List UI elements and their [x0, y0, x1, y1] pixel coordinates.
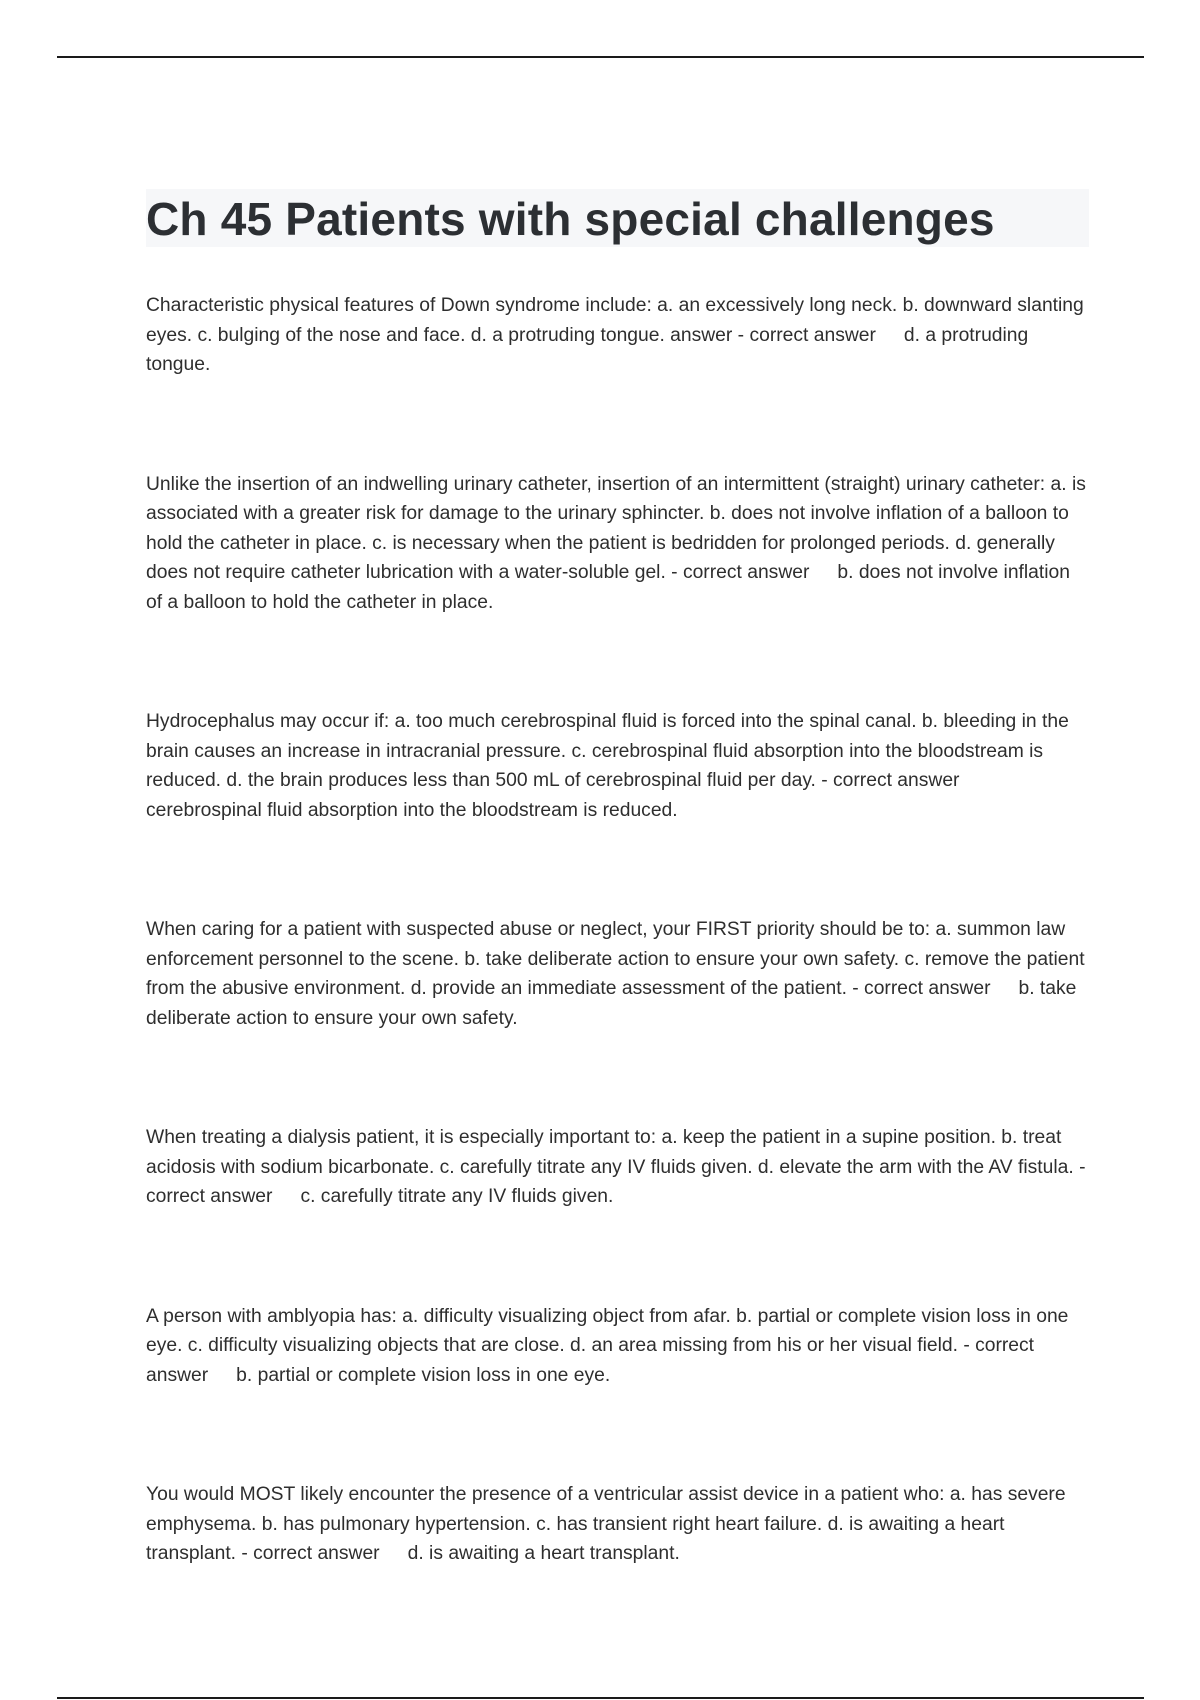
question-text: Characteristic physical features of Down syndrome include: a. an excessively long neck. b. downward slanting eyes. c. bulging of the nose and face. d. a protruding tongue. answer - correct answer	[146, 295, 1084, 346]
answer-text: b. partial or complete vision loss in one eye.	[236, 1364, 611, 1386]
bottom-divider	[57, 1697, 1144, 1699]
answer-text: cerebrospinal fluid absorption into the bloodstream is reduced.	[146, 799, 678, 821]
page-title: Ch 45 Patients with special challenges	[146, 193, 995, 245]
qa-entry-6	[146, 1302, 1091, 1391]
answer-text: c. carefully titrate any IV fluids given.	[300, 1186, 614, 1207]
answer-text: d. a protruding tongue.	[146, 324, 1029, 375]
answer-text: d. is awaiting a heart transplant.	[407, 1543, 680, 1564]
qa-entry-2	[146, 470, 1091, 618]
answer-text: b. take deliberate action to ensure your own safety.	[146, 978, 1077, 1029]
qa-entry-5	[146, 1123, 1091, 1212]
answer-text: b. does not involve inflation of a balloon to hold the catheter in place.	[146, 562, 1070, 613]
question-text: When caring for a patient with suspected abuse or neglect, your FIRST priority should be to: a. summon law enforcement personnel to the scene. b. take deliberate action to ensure your own safety. c. remove the patient from the abusive environment. d. provide an immediate assessment of the patient. - correct answer	[146, 919, 1085, 999]
question-text: Unlike the insertion of an indwelling urinary catheter, insertion of an intermittent (straight) urinary catheter: a. is associated with a greater risk for damage to the urinary sphincter. b. does not involve inflation of a balloon to hold the catheter in place. c. is necessary when the patient is bedridden for prolonged periods. d. generally does not require catheter lubrication with a water-soluble gel. - correct answer	[146, 473, 1086, 583]
qa-entry-1	[146, 291, 1091, 380]
question-text: Hydrocephalus may occur if: a. too much cerebrospinal fluid is forced into the spinal canal. b. bleeding in the brain causes an increase in intracranial pressure. c. cerebrospinal fluid absorption into the bloodstream is reduced. d. the brain produces less than 500 mL of cerebrospinal fluid per day. - correct answer	[146, 711, 1069, 791]
top-divider	[57, 56, 1144, 58]
question-text: When treating a dialysis patient, it is especially important to: a. keep the patient in a supine position. b. treat acidosis with sodium bicarbonate. c. carefully titrate any IV fluids given. d. elevate the arm with the AV fistula. - correct answer	[146, 1127, 1086, 1207]
question-text: You would MOST likely encounter the presence of a ventricular assist device in a patient who: a. has severe emphysema. b. has pulmonary hypertension. c. has transient right heart failure. d. is awaiting a heart transplant. - correct answer	[146, 1484, 1066, 1564]
qa-list	[146, 291, 1091, 1569]
question-text: A person with amblyopia has: a. difficulty visualizing object from afar. b. partial or complete vision loss in one eye. c. difficulty visualizing objects that are close. d. an area missing from his or her visual field. - correct answer	[146, 1305, 1069, 1386]
qa-entry-7	[146, 1480, 1091, 1569]
qa-entry-4	[146, 915, 1091, 1033]
qa-entry-3	[146, 707, 1091, 825]
